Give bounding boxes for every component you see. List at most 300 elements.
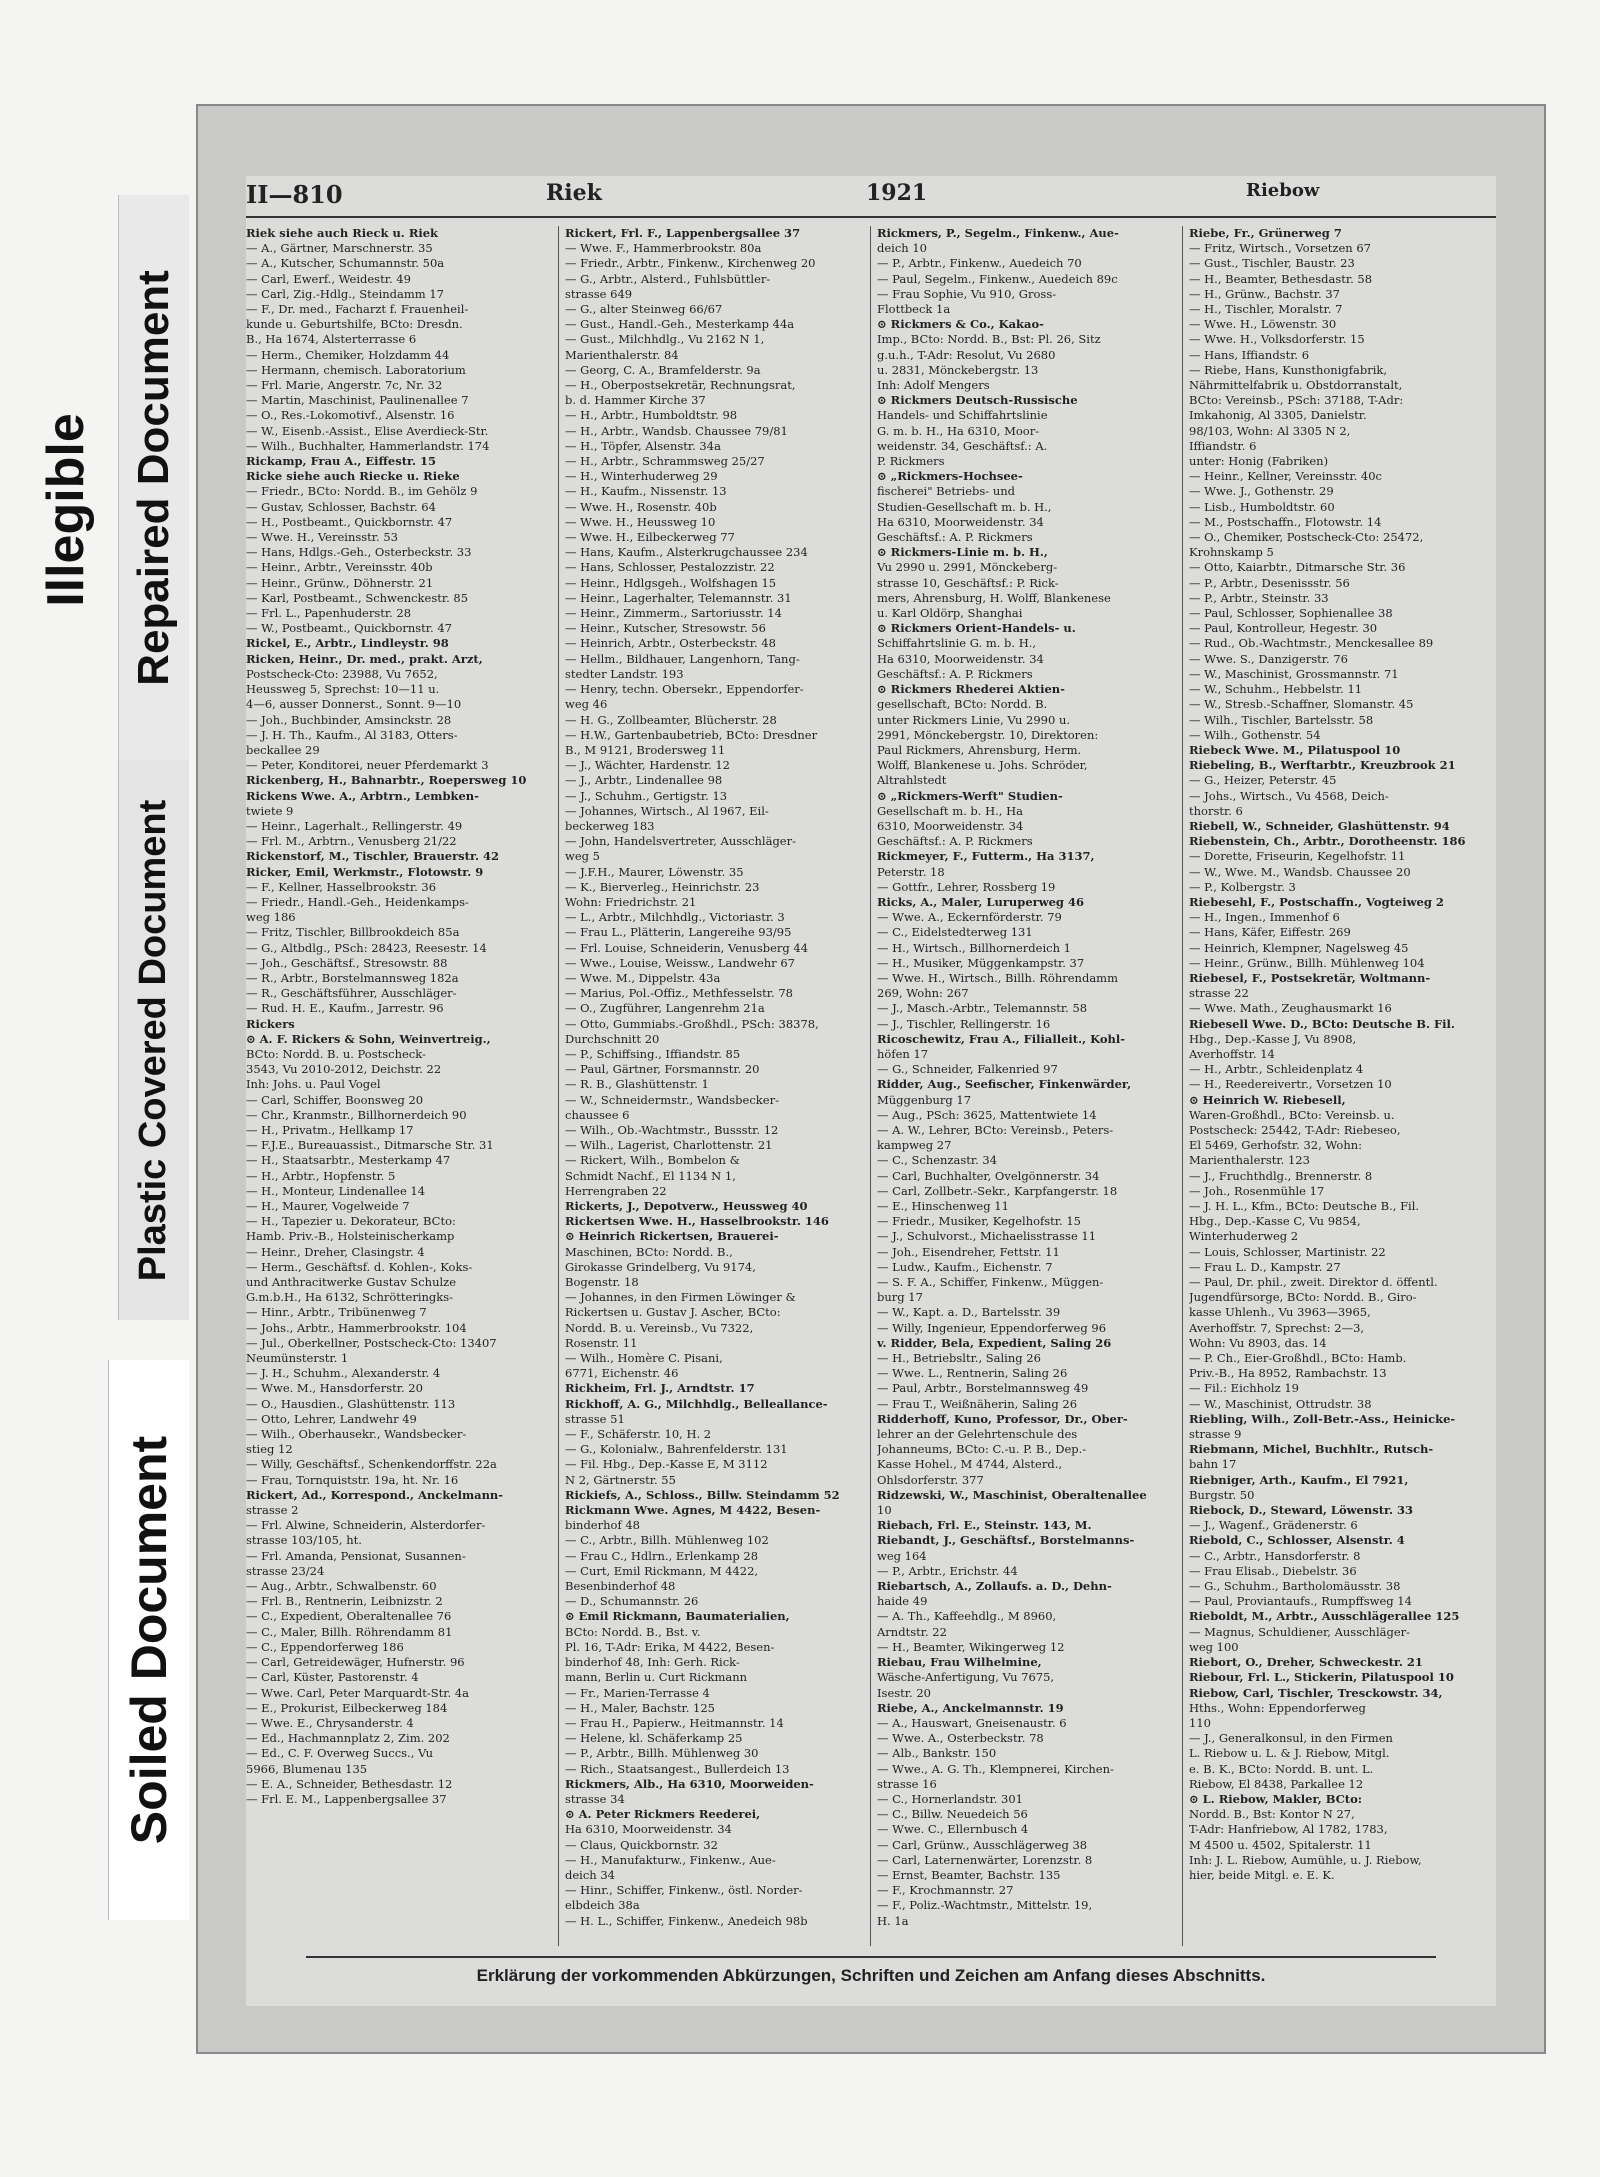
directory-entry: Peterstr. 18 <box>877 864 945 879</box>
directory-entry: Riebau, Frau Wilhelmine, <box>877 1655 1042 1670</box>
directory-columns <box>246 226 1496 1946</box>
directory-entry: — Chr., Kranmstr., Billhornerdeich 90 <box>246 1107 467 1122</box>
directory-entry: b. d. Hammer Kirche 37 <box>565 393 706 408</box>
directory-entry: M 4500 u. 4502, Spitalerstr. 11 <box>1189 1837 1372 1852</box>
directory-entry: — Frl. E. M., Lappenbergsallee 37 <box>246 1791 447 1806</box>
label-soiled-text: Soiled Document <box>121 1435 177 1845</box>
directory-entry: — H., Maurer, Vogelweide 7 <box>246 1199 410 1213</box>
label-plastic <box>118 760 189 1320</box>
directory-entry: — H., Postbeamt., Quickbornstr. 47 <box>246 514 453 529</box>
directory-entry: — Paul, Schlosser, Sophienallee 38 <box>1189 606 1393 621</box>
label-plastic-text: Plastic Covered Document <box>132 799 175 1281</box>
directory-entry: — Hans, Iffiandstr. 6 <box>1189 347 1310 362</box>
directory-entry: — Wwe. E., Chrysanderstr. 4 <box>246 1715 414 1730</box>
directory-entry: weg 5 <box>565 849 600 864</box>
directory-entry: — H.W., Gartenbaubetrieb, BCto: Dresdner <box>565 727 818 742</box>
directory-entry: 2991, Mönckebergstr. 10, Direktoren: <box>877 727 1099 742</box>
directory-entry: Riebesell Wwe. D., BCto: Deutsche B. Fil. <box>1189 1016 1455 1031</box>
directory-entry: — Wwe. A., Osterbeckstr. 78 <box>877 1731 1044 1746</box>
directory-entry: — Frau L. D., Kampstr. 27 <box>1189 1259 1341 1274</box>
directory-entry: strasse 2 <box>246 1503 299 1518</box>
directory-entry: — Wwe. Carl, Peter Marquardt-Str. 4a <box>246 1685 470 1700</box>
directory-entry: Neumünsterstr. 1 <box>246 1351 349 1366</box>
directory-entry: — Wwe., A. G. Th., Klempnerei, Kirchen- <box>877 1761 1114 1776</box>
directory-entry: — Wwe. S., Danzigerstr. 76 <box>1189 651 1348 666</box>
directory-entry: — Alb., Bankstr. 150 <box>877 1746 997 1761</box>
directory-entry: — Ernst, Beamter, Bachstr. 135 <box>877 1867 1061 1882</box>
directory-entry: El 5469, Gerhofstr. 32, Wohn: <box>1189 1138 1363 1153</box>
directory-entry: lehrer an der Gelehrtenschule des <box>877 1427 1078 1442</box>
directory-entry: — J., Schuhm., Gertigstr. 13 <box>565 788 728 803</box>
label-soiled <box>108 1360 189 1920</box>
directory-entry: — O., Res.-Lokomotivf., Alsenstr. 16 <box>246 408 455 423</box>
directory-entry: Wolff, Blankenese u. Johs. Schröder, <box>877 758 1088 773</box>
directory-entry: Riebort, O., Dreher, Schweckestr. 21 <box>1189 1655 1423 1670</box>
directory-entry: weg 164 <box>877 1548 927 1563</box>
label-repaired-text: Repaired Document <box>129 269 179 686</box>
directory-entry: Rickenberg, H., Bahnarbtr., Roepersweg 10 <box>246 773 527 788</box>
directory-entry: ⊙ „Rickmers-Werft" Studien- <box>877 788 1063 803</box>
directory-entry: — C., Schenzastr. 34 <box>877 1153 998 1168</box>
directory-entry: Riebesel, F., Postsekretär, Woltmann- <box>1189 970 1431 985</box>
directory-entry: g.u.h., T-Adr: Resolut, Vu 2680 <box>877 347 1056 362</box>
directory-entry: — P., Arbtr., Finkenw., Auedeich 70 <box>877 256 1082 271</box>
directory-entry: Gesellschaft m. b. H., Ha <box>877 803 1023 818</box>
directory-entry: Rickens Wwe. A., Arbtrn., Lembken- <box>246 788 479 803</box>
directory-entry: Riebeck Wwe. M., Pilatuspool 10 <box>1189 742 1401 757</box>
directory-entry: — Frl. M., Arbtrn., Venusberg 21/22 <box>246 834 457 849</box>
directory-entry: — Rud., Ob.-Wachtmstr., Menckesallee 89 <box>1189 636 1434 651</box>
directory-entry: Herrengraben 22 <box>565 1183 667 1198</box>
directory-entry: — Frau Elisab., Diebelstr. 36 <box>1189 1563 1357 1578</box>
directory-entry: — H., Winterhuderweg 29 <box>565 469 718 484</box>
directory-entry: deich 10 <box>877 241 927 256</box>
directory-entry: twiete 9 <box>246 803 294 818</box>
directory-entry: Ricks, A., Maler, Luruperweg 46 <box>877 894 1084 909</box>
directory-entry: — Wilh., Homère C. Pisani, <box>565 1351 723 1366</box>
directory-entry: ⊙ Rickmers Orient-Handels- u. <box>877 621 1076 636</box>
directory-entry: — Johannes, Wirtsch., Al 1967, Eil- <box>565 803 769 818</box>
directory-entry: — Hinr., Arbtr., Tribünenweg 7 <box>246 1305 427 1320</box>
directory-entry: — R., Geschäftsführer, Ausschläger- <box>246 986 457 1001</box>
directory-entry: — Frau Sophie, Vu 910, Gross- <box>877 286 1057 301</box>
directory-entry: — Paul, Arbtr., Borstelmannsweg 49 <box>877 1381 1089 1396</box>
directory-entry: — G., Schuhm., Bartholomäusstr. 38 <box>1189 1579 1401 1594</box>
directory-entry: — H., Arbtr., Wandsb. Chaussee 79/81 <box>565 423 788 438</box>
directory-entry: Riebartsch, A., Zollaufs. a. D., Dehn- <box>877 1579 1112 1594</box>
directory-entry: — A. W., Lehrer, BCto: Vereinsb., Peters- <box>877 1122 1114 1137</box>
directory-entry: Ha 6310, Moorweidenstr. 34 <box>877 651 1044 666</box>
directory-entry: — Wwe. M., Dippelstr. 43a <box>565 970 721 985</box>
directory-entry: — J., Arbtr., Lindenallee 98 <box>565 773 723 788</box>
directory-entry: — Heinr., Kellner, Vereinsstr. 40c <box>1189 469 1382 484</box>
directory-entry: stieg 12 <box>246 1442 293 1457</box>
directory-entry: G. m. b. H., Ha 6310, Moor- <box>877 423 1040 438</box>
directory-entry: 5966, Blumenau 135 <box>246 1761 368 1776</box>
directory-entry: — Wwe. C., Ellernbusch 4 <box>877 1822 1029 1837</box>
directory-entry: — Claus, Quickbornstr. 32 <box>565 1837 718 1852</box>
directory-entry: — C., Maler, Billh. Röhrendamm 81 <box>246 1624 453 1639</box>
directory-entry: — Wwe. F., Hammerbrookstr. 80a <box>565 241 762 256</box>
directory-entry: — E., Prokurist, Eilbeckerweg 184 <box>246 1700 448 1715</box>
directory-entry: Averhoffstr. 7, Sprechst: 2—3, <box>1189 1320 1365 1335</box>
directory-entry: Schmidt Nachf., El 1134 N 1, <box>565 1168 736 1183</box>
directory-entry: — Hermann, chemisch. Laboratorium <box>246 362 466 377</box>
directory-entry: Rickmann Wwe. Agnes, M 4422, Besen- <box>565 1503 821 1518</box>
directory-entry: — H., Maler, Bachstr. 125 <box>565 1700 715 1715</box>
directory-entry: — J., Fruchthdlg., Brennerstr. 8 <box>1189 1168 1373 1183</box>
directory-entry: — Aug., Arbtr., Schwalbenstr. 60 <box>246 1579 437 1594</box>
directory-entry: — Wwe. H., Rosenstr. 40b <box>565 499 717 514</box>
directory-entry: Rickert, Frl. F., Lappenbergsallee 37 <box>565 226 801 240</box>
directory-entry: — Joh., Rosenmühle 17 <box>1189 1183 1325 1198</box>
directory-entry: — W., Postbeamt., Quickbornstr. 47 <box>246 621 452 636</box>
directory-entry: e. B. K., BCto: Nordd. B. unt. L. <box>1189 1761 1374 1776</box>
directory-entry: — Martin, Maschinist, Paulinenallee 7 <box>246 393 469 408</box>
directory-entry: P. Rickmers <box>877 454 945 469</box>
directory-entry: — Wwe. H., Wirtsch., Billh. Röhrendamm <box>877 970 1118 985</box>
directory-entry: — W., Kapt. a. D., Bartelsstr. 39 <box>877 1305 1061 1320</box>
directory-entry: — H., Privatm., Hellkamp 17 <box>246 1122 414 1137</box>
directory-entry: — G., Schneider, Falkenried 97 <box>877 1062 1058 1077</box>
directory-entry: — D., Schumannstr. 26 <box>565 1594 699 1609</box>
directory-entry: — Wwe. A., Eckernförderstr. 79 <box>877 910 1062 925</box>
directory-entry: — H. L., Schiffer, Finkenw., Anedeich 98b <box>565 1913 808 1928</box>
directory-entry: strasse 51 <box>565 1411 625 1426</box>
directory-entry: — Wwe. M., Hansdorferstr. 20 <box>246 1381 423 1396</box>
directory-entry: — C., Billw. Neuedeich 56 <box>877 1807 1028 1822</box>
directory-entry: — Frl. Alwine, Schneiderin, Alsterdorfer- <box>246 1518 486 1533</box>
header-keyword: Riek <box>546 180 602 206</box>
directory-entry: ⊙ A. Peter Rickmers Reederei, <box>565 1807 761 1822</box>
directory-entry: — Friedr., BCto: Nordd. B., im Gehölz 9 <box>246 484 478 499</box>
directory-entry: — Joh., Geschäftsf., Stresowstr. 88 <box>246 955 448 970</box>
directory-entry: Bogenstr. 18 <box>565 1275 639 1290</box>
directory-entry: mann, Berlin u. Curt Rickmann <box>565 1670 748 1685</box>
directory-entry: gesellschaft, BCto: Nordd. B. <box>877 697 1048 712</box>
directory-entry: binderhof 48, Inh: Gerh. Rick- <box>565 1655 740 1670</box>
directory-entry: 6310, Moorweidenstr. 34 <box>877 818 1024 833</box>
directory-entry: — H., Monteur, Lindenallee 14 <box>246 1183 426 1198</box>
directory-entry: — Carl, Grünw., Ausschlägerweg 38 <box>877 1837 1088 1852</box>
directory-entry: — C., Expedient, Oberaltenallee 76 <box>246 1609 452 1624</box>
directory-entry: Rickmers, P., Segelm., Finkenw., Aue- <box>877 226 1119 240</box>
directory-entry: Studien-Gesellschaft m. b. H., <box>877 499 1052 514</box>
directory-entry: — John, Handelsvertreter, Ausschläger- <box>565 834 796 849</box>
directory-entry: — H., Musiker, Müggenkampstr. 37 <box>877 955 1085 970</box>
directory-entry: Imp., BCto: Nordd. B., Bst: Pl. 26, Sitz <box>877 332 1101 347</box>
directory-entry: höfen 17 <box>877 1046 929 1061</box>
directory-entry: — Ed., Hachmannplatz 2, Zim. 202 <box>246 1731 450 1746</box>
directory-entry: Ohlsdorferstr. 377 <box>877 1472 984 1487</box>
directory-entry: Flottbeck 1a <box>877 302 951 317</box>
directory-entry: — Frau H., Papierw., Heitmannstr. 14 <box>565 1715 784 1730</box>
directory-entry: — Rich., Staatsangest., Bullerdeich 13 <box>565 1761 790 1776</box>
directory-entry: beckerweg 183 <box>565 818 655 833</box>
directory-entry: — Ludw., Kaufm., Eichenstr. 7 <box>877 1259 1053 1274</box>
directory-entry: — G., Altbdlg., PSch: 28423, Reesestr. 14 <box>246 940 487 955</box>
directory-entry: beckallee 29 <box>246 742 320 757</box>
directory-entry: Inh: Johs. u. Paul Vogel <box>246 1077 381 1092</box>
directory-entry: — Gustav, Schlosser, Bachstr. 64 <box>246 499 436 514</box>
directory-entry: — H., Wirtsch., Billhornerdeich 1 <box>877 940 1071 955</box>
directory-entry: — Wwe. Math., Zeughausmarkt 16 <box>1189 1001 1392 1016</box>
directory-entry: Rickiefs, A., Schloss., Billw. Steindamm 52 <box>565 1487 840 1502</box>
directory-entry: Isestr. 20 <box>877 1685 931 1700</box>
directory-entry: — Fr., Marien-Terrasse 4 <box>565 1685 710 1700</box>
directory-entry: elbdeich 38a <box>565 1898 640 1913</box>
directory-entry: Hths., Wohn: Eppendorferweg <box>1189 1700 1366 1715</box>
directory-entry: — Johannes, in den Firmen Löwinger & <box>565 1290 796 1305</box>
directory-entry: thorstr. 6 <box>1189 803 1243 818</box>
directory-entry: — J. H., Schuhm., Alexanderstr. 4 <box>246 1366 441 1381</box>
directory-entry: — Otto, Lehrer, Landwehr 49 <box>246 1411 417 1426</box>
directory-entry: bahn 17 <box>1189 1457 1237 1472</box>
directory-entry: Geschäftsf.: A. P. Rickmers <box>877 666 1033 681</box>
directory-entry: Handels- und Schiffahrtslinie <box>877 408 1048 423</box>
directory-entry: Wäsche-Anfertigung, Vu 7675, <box>877 1670 1055 1685</box>
scanned-page <box>196 104 1546 2054</box>
directory-entry: weidenstr. 34, Geschäftsf.: A. <box>877 438 1048 453</box>
directory-entry: Riebenstein, Ch., Arbtr., Dorotheenstr. 186 <box>1189 834 1466 849</box>
directory-entry: Riebling, Wilh., Zoll-Betr.-Ass., Heinicke- <box>1189 1411 1456 1426</box>
directory-entry: — Paul, Kontrolleur, Hegestr. 30 <box>1189 621 1378 636</box>
directory-entry: — Hans, Käfer, Eiffestr. 269 <box>1189 925 1351 940</box>
directory-entry: — H. G., Zollbeamter, Blücherstr. 28 <box>565 712 777 727</box>
directory-entry: — C., Arbtr., Hansdorferstr. 8 <box>1189 1548 1361 1563</box>
directory-entry: Wohn: Vu 8903, das. 14 <box>1189 1335 1327 1350</box>
directory-entry: deich 34 <box>565 1867 615 1882</box>
directory-entry: Imkahonig, Al 3305, Danielstr. <box>1189 408 1367 423</box>
directory-entry: Rickhoff, A. G., Milchhdlg., Belleallance- <box>565 1396 828 1411</box>
directory-column-4 <box>1182 226 1489 1946</box>
directory-entry: — H., Töpfer, Alsenstr. 34a <box>565 438 721 453</box>
directory-entry: — Frl. Louise, Schneiderin, Venusberg 44 <box>565 940 809 955</box>
directory-entry: — Paul, Segelm., Finkenw., Auedeich 89c <box>877 271 1118 286</box>
directory-entry: Kasse Hohel., M 4744, Alsterd., <box>877 1457 1063 1472</box>
directory-entry: — Heinr., Arbtr., Vereinsstr. 40b <box>246 560 433 575</box>
directory-entry: Rickertsen u. Gustav J. Ascher, BCto: <box>565 1305 781 1320</box>
directory-entry: — Otto, Kaiarbtr., Ditmarsche Str. 36 <box>1189 560 1406 575</box>
directory-entry: — H., Arbtr., Humboldtstr. 98 <box>565 408 738 423</box>
directory-entry: — Herm., Chemiker, Holzdamm 44 <box>246 347 450 362</box>
directory-entry: — J., Schulvorst., Michaelisstrasse 11 <box>877 1229 1097 1244</box>
directory-entry: — Heinr., Grünw., Billh. Mühlenweg 104 <box>1189 955 1425 970</box>
directory-entry: strasse 34 <box>565 1791 625 1806</box>
directory-entry: — Gust., Handl.-Geh., Mesterkamp 44a <box>565 317 795 332</box>
directory-entry: Riebeling, B., Werftarbtr., Kreuzbrook 21 <box>1189 758 1456 773</box>
directory-entry: Vu 2990 u. 2991, Mönckeberg- <box>877 560 1058 575</box>
directory-entry: Riek siehe auch Rieck u. Riek <box>246 226 439 240</box>
directory-entry: — H., Tischler, Moralstr. 7 <box>1189 302 1343 317</box>
directory-entry: — Wwe. H., Heussweg 10 <box>565 514 716 529</box>
directory-entry: — Willy, Geschäftsf., Schenkendorffstr. 22a <box>246 1457 497 1472</box>
directory-entry: strasse 22 <box>1189 986 1249 1001</box>
directory-entry: — J., Wagenf., Grädenerstr. 6 <box>1189 1518 1358 1533</box>
directory-entry: Rickheim, Frl. J., Arndtstr. 17 <box>565 1381 755 1396</box>
directory-entry: — H., Grünw., Bachstr. 37 <box>1189 286 1340 301</box>
directory-entry: — E. A., Schneider, Bethesdastr. 12 <box>246 1776 453 1791</box>
directory-entry: Paul Rickmers, Ahrensburg, Herm. <box>877 742 1082 757</box>
directory-entry: — Louis, Schlosser, Martinistr. 22 <box>1189 1244 1386 1259</box>
directory-entry: — J.F.H., Maurer, Löwenstr. 35 <box>565 864 744 879</box>
directory-entry: — Friedr., Musiker, Kegelhofstr. 15 <box>877 1214 1081 1229</box>
directory-entry: — Paul, Proviantaufs., Rumpffsweg 14 <box>1189 1594 1412 1609</box>
directory-entry: Priv.-B., Ha 8952, Rambachstr. 13 <box>1189 1366 1387 1381</box>
directory-entry: BCto: Vereinsb., PSch: 37188, T-Adr: <box>1189 393 1404 408</box>
directory-entry: Nordd. B., Bst: Kontor N 27, <box>1189 1807 1355 1822</box>
directory-entry: — O., Chemiker, Postscheck-Cto: 25472, <box>1189 530 1424 545</box>
directory-entry: — W., Maschinist, Grossmannstr. 71 <box>1189 666 1399 681</box>
directory-entry: — Jul., Oberkellner, Postscheck-Cto: 13407 <box>246 1335 497 1350</box>
directory-entry: Inh: J. L. Riebow, Aumühle, u. J. Riebow, <box>1189 1852 1422 1867</box>
directory-entry: BCto: Nordd. B. u. Postscheck- <box>246 1046 426 1061</box>
directory-entry: — P., Arbtr., Desenissstr. 56 <box>1189 575 1350 590</box>
directory-entry: — Wilh., Lagerist, Charlottenstr. 21 <box>565 1138 773 1153</box>
directory-entry: — O., Hausdien., Glashüttenstr. 113 <box>246 1396 456 1411</box>
directory-entry: haide 49 <box>877 1594 928 1609</box>
label-illegible-text: Illegible <box>37 413 96 607</box>
directory-entry: — W., Maschinist, Ottrudstr. 38 <box>1189 1396 1372 1411</box>
directory-entry: — P., Kolbergstr. 3 <box>1189 879 1296 894</box>
directory-entry: — G., alter Steinweg 66/67 <box>565 302 723 317</box>
directory-entry: Rickerts, J., Depotverw., Heussweg 40 <box>565 1199 808 1213</box>
directory-entry: ⊙ Rickmers Rhederei Aktien- <box>877 682 1065 697</box>
directory-entry: — Heinr., Zimmerm., Sartoriusstr. 14 <box>565 606 782 621</box>
directory-entry: — A., Kutscher, Schumannstr. 50a <box>246 256 445 271</box>
page-header <box>246 176 1496 218</box>
directory-entry: Johanneums, BCto: C.-u. P. B., Dep.- <box>877 1442 1087 1457</box>
directory-entry: Rickmers, Alb., Ha 6310, Moorweiden- <box>565 1776 814 1791</box>
directory-entry: — A., Gärtner, Marschnerstr. 35 <box>246 241 433 256</box>
directory-entry: Krohnskamp 5 <box>1189 545 1274 560</box>
directory-entry: — Dorette, Friseurin, Kegelhofstr. 11 <box>1189 849 1406 864</box>
directory-entry: — A., Hauswart, Gneisenaustr. 6 <box>877 1715 1067 1730</box>
directory-entry: — Wilh., Oberhausekr., Wandsbecker- <box>246 1427 467 1442</box>
directory-entry: — F., Poliz.-Wachtmstr., Mittelstr. 19, <box>877 1898 1093 1913</box>
directory-entry: — Hans, Schlosser, Pestalozzistr. 22 <box>565 560 775 575</box>
directory-entry: ⊙ Heinrich W. Riebesell, <box>1189 1092 1346 1107</box>
directory-entry: Riebock, D., Steward, Löwenstr. 33 <box>1189 1503 1414 1518</box>
directory-entry: — Wilh., Tischler, Bartelsstr. 58 <box>1189 712 1374 727</box>
directory-entry: — Ed., C. F. Overweg Succs., Vu <box>246 1746 433 1761</box>
directory-entry: Pl. 16, T-Adr: Erika, M 4422, Besen- <box>565 1639 775 1654</box>
directory-entry: mers, Ahrensburg, H. Wolff, Blankenese <box>877 590 1111 605</box>
directory-entry: — Frau L., Plätterin, Langereihe 93/95 <box>565 925 792 940</box>
directory-entry: Riebold, C., Schlosser, Alsenstr. 4 <box>1189 1533 1405 1548</box>
directory-entry: — Frau T., Weißnäherin, Saling 26 <box>877 1396 1078 1411</box>
directory-entry: — E., Hinschenweg 11 <box>877 1199 1009 1213</box>
directory-entry: 269, Wohn: 267 <box>877 986 969 1001</box>
directory-entry: — Frau C., Hdlrn., Erlenkamp 28 <box>565 1548 759 1563</box>
directory-entry: — Fil.: Eichholz 19 <box>1189 1381 1299 1396</box>
directory-entry: 4—6, ausser Donnerst., Sonnt. 9—10 <box>246 697 462 712</box>
directory-entry: — Heinr., Lagerhalter, Telemannstr. 31 <box>565 590 792 605</box>
directory-entry: Riebe, Fr., Grünerweg 7 <box>1189 226 1342 240</box>
directory-entry: Averhoffstr. 14 <box>1189 1046 1275 1061</box>
directory-entry: — Frl. Marie, Angerstr. 7c, Nr. 32 <box>246 378 443 393</box>
directory-entry: Riebach, Frl. E., Steinstr. 143, M. <box>877 1518 1092 1533</box>
directory-entry: Postscheck-Cto: 23988, Vu 7652, <box>246 666 438 681</box>
directory-entry: weg 46 <box>565 697 608 712</box>
directory-entry: — C., Arbtr., Billh. Mühlenweg 102 <box>565 1533 769 1548</box>
directory-entry: — J., Tischler, Rellingerstr. 16 <box>877 1016 1051 1031</box>
directory-entry: Burgstr. 50 <box>1189 1487 1255 1502</box>
directory-entry: — Aug., PSch: 3625, Mattentwiete 14 <box>877 1107 1097 1122</box>
directory-entry: Arndtstr. 22 <box>877 1624 947 1639</box>
directory-entry: — Carl, Buchhalter, Ovelgönnerstr. 34 <box>877 1168 1100 1183</box>
directory-entry: binderhof 48 <box>565 1518 640 1533</box>
directory-entry: — G., Arbtr., Alsterd., Fuhlsbüttler- <box>565 271 771 286</box>
directory-entry: Postscheck: 25442, T-Adr: Riebeseo, <box>1189 1122 1401 1137</box>
directory-entry: Ricken, Heinr., Dr. med., prakt. Arzt, <box>246 651 483 666</box>
directory-entry: 10 <box>877 1503 892 1518</box>
directory-entry: — Hans, Hdlgs.-Geh., Osterbeckstr. 33 <box>246 545 472 560</box>
directory-entry: — Wilh., Buchhalter, Hammerlandstr. 174 <box>246 438 490 453</box>
directory-entry: Ridder, Aug., Seefischer, Finkenwärder, <box>877 1077 1132 1092</box>
directory-entry: Riebe, A., Anckelmannstr. 19 <box>877 1700 1064 1715</box>
directory-entry: — Wwe., Louise, Weissw., Landwehr 67 <box>565 955 795 970</box>
directory-entry: 6771, Eichenstr. 46 <box>565 1366 679 1381</box>
directory-entry: Heussweg 5, Sprechst: 10—11 u. <box>246 682 440 697</box>
directory-entry: strasse 103/105, ht. <box>246 1533 362 1548</box>
directory-entry: Riebow, El 8438, Parkallee 12 <box>1189 1776 1364 1791</box>
directory-entry: Hbg., Dep.-Kasse C, Vu 9854, <box>1189 1214 1361 1229</box>
directory-entry: — W., Stresb.-Schaffner, Slomanstr. 45 <box>1189 697 1414 712</box>
directory-entry: — Friedr., Arbtr., Finkenw., Kirchenweg 20 <box>565 256 816 271</box>
directory-entry: — W., Schneidermstr., Wandsbecker- <box>565 1092 779 1107</box>
directory-entry: — Johs., Wirtsch., Vu 4568, Deich- <box>1189 788 1389 803</box>
directory-entry: — Frau, Tornquiststr. 19a, ht. Nr. 16 <box>246 1472 459 1487</box>
directory-entry: strasse 649 <box>565 286 633 301</box>
directory-entry: Wohn: Friedrichstr. 21 <box>565 894 697 909</box>
directory-entry: Geschäftsf.: A. P. Rickmers <box>877 530 1033 545</box>
directory-entry: u. Karl Oldörp, Shanghai <box>877 606 1023 621</box>
directory-entry: — Fil. Hbg., Dep.-Kasse E, M 3112 <box>565 1457 768 1472</box>
directory-entry: Rickers <box>246 1016 295 1031</box>
directory-entry: Ricker, Emil, Werkmstr., Flotowstr. 9 <box>246 864 484 879</box>
directory-entry: — Wilh., Ob.-Wachtmstr., Bussstr. 12 <box>565 1122 779 1137</box>
directory-entry: weg 100 <box>1189 1639 1239 1654</box>
directory-entry: — G., Heizer, Peterstr. 45 <box>1189 773 1337 788</box>
directory-entry: — Frl. L., Papenhuderstr. 28 <box>246 606 412 621</box>
directory-entry: — Carl, Zollbetr.-Sekr., Karpfangerstr. 18 <box>877 1183 1118 1198</box>
directory-entry: ⊙ „Rickmers-Hochsee- <box>877 469 1023 484</box>
directory-entry: chaussee 6 <box>565 1107 630 1122</box>
directory-entry: ⊙ Rickmers Deutsch-Russische <box>877 393 1078 408</box>
directory-entry: — Gottfr., Lehrer, Rossberg 19 <box>877 879 1056 894</box>
directory-entry: — Hellm., Bildhauer, Langenhorn, Tang- <box>565 651 800 666</box>
directory-entry: Jugendfürsorge, BCto: Nordd. B., Giro- <box>1189 1290 1417 1305</box>
directory-entry: — Carl, Schiffer, Boonsweg 20 <box>246 1092 424 1107</box>
directory-entry: Rickamp, Frau A., Eiffestr. 15 <box>246 454 437 469</box>
directory-entry: Ha 6310, Moorweidenstr. 34 <box>565 1822 732 1837</box>
directory-entry: Maschinen, BCto: Nordd. B., <box>565 1244 733 1259</box>
directory-entry: — J. H. Th., Kaufm., Al 3183, Otters- <box>246 727 458 742</box>
directory-entry: — Rud. H. E., Kaufm., Jarrestr. 96 <box>246 1001 444 1016</box>
directory-entry: N 2, Gärtnerstr. 55 <box>565 1472 676 1487</box>
directory-entry: Ridderhoff, Kuno, Professor, Dr., Ober- <box>877 1411 1128 1426</box>
directory-entry: Riebell, W., Schneider, Glashüttenstr. 94 <box>1189 818 1450 833</box>
directory-entry: — Wwe. H., Löwenstr. 30 <box>1189 317 1337 332</box>
directory-entry: — Fritz, Tischler, Billbrookdeich 85a <box>246 925 460 940</box>
directory-entry: Ha 6310, Moorweidenstr. 34 <box>877 514 1044 529</box>
directory-entry: H. 1a <box>877 1913 909 1928</box>
directory-entry: — H., Ingen., Immenhof 6 <box>1189 910 1340 925</box>
directory-entry: ⊙ Heinrich Rickertsen, Brauerei- <box>565 1229 779 1244</box>
directory-entry: ⊙ Rickmers & Co., Kakao- <box>877 317 1044 332</box>
directory-entry: Rickmeyer, F., Futterm., Ha 3137, <box>877 849 1095 864</box>
